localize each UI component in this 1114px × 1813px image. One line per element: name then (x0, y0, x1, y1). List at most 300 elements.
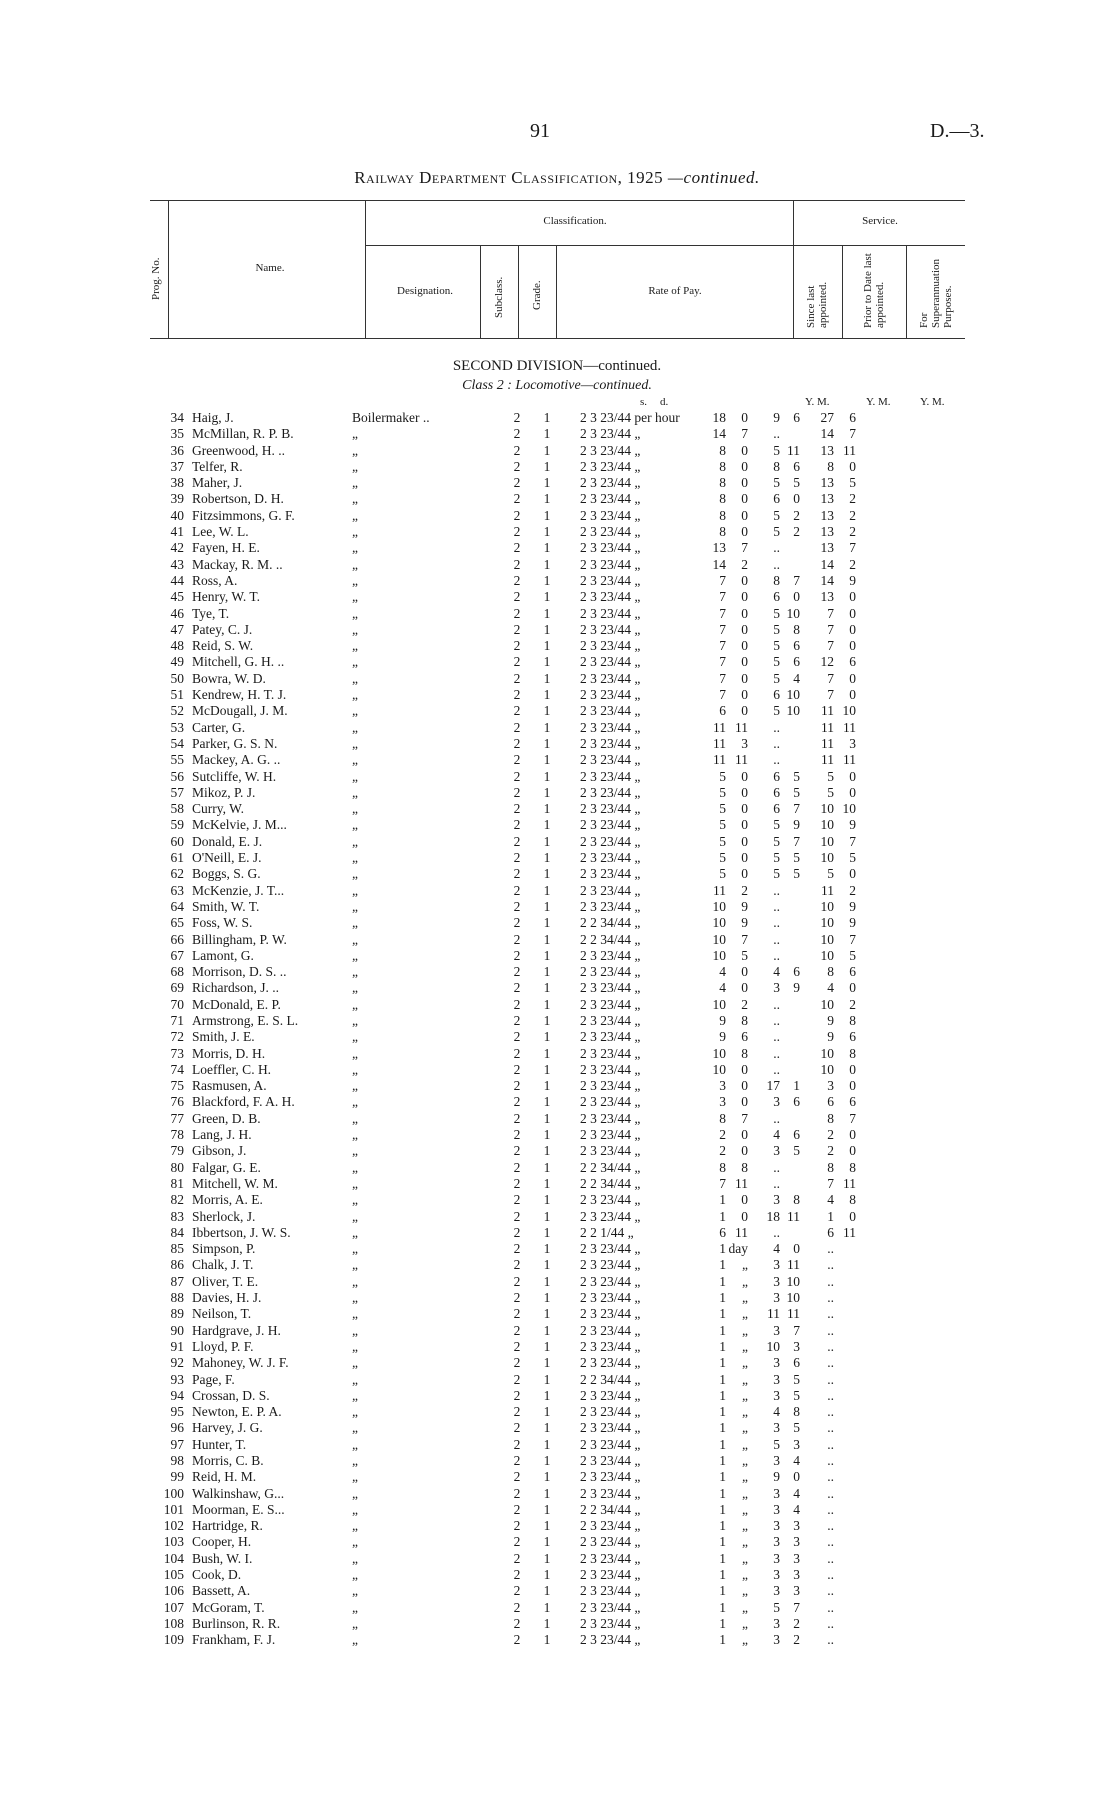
cell-since-months: 0 (741, 1143, 748, 1159)
cell-rate-of-pay: 2 2 34/44 „ (580, 931, 641, 947)
cell-since-years: 1 (719, 1420, 726, 1436)
cell-prog-no: 84 (170, 1224, 184, 1240)
cell-subclass: 2 (513, 1175, 521, 1191)
cell-prior-months: 3 (793, 1534, 800, 1550)
cell-rate-of-pay: 2 3 23/44 „ (580, 605, 641, 621)
cell-super-years: 13 (820, 507, 834, 523)
cell-prog-no: 108 (163, 1615, 184, 1631)
cell-designation: „ (352, 670, 358, 686)
cell-prog-no: 37 (170, 458, 184, 474)
cell-super-years: 10 (820, 833, 834, 849)
cell-grade: 1 (543, 426, 551, 442)
cell-since-years: 18 (712, 410, 726, 425)
cell-subclass: 2 (513, 638, 521, 654)
cell-super-years: .. (827, 1322, 834, 1338)
cell-since-years: 1 (719, 1404, 726, 1420)
header-bottom-rule (150, 338, 965, 339)
cell-subclass: 2 (513, 980, 521, 996)
cell-prior-months: 7 (793, 801, 800, 817)
cell-grade: 1 (543, 1404, 551, 1420)
cell-rate-of-pay: 2 3 23/44 „ (580, 1387, 641, 1403)
cell-prior-months: 4 (793, 1485, 800, 1501)
cell-rate-of-pay: 2 3 23/44 „ (580, 1012, 641, 1028)
cell-designation: „ (352, 1420, 358, 1436)
cell-designation: „ (352, 638, 358, 654)
cell-rate-of-pay: 2 3 23/44 „ (580, 898, 641, 914)
cell-prog-no: 60 (170, 833, 184, 849)
cell-super-years: 14 (820, 426, 834, 442)
cell-name: Morris, D. H. (192, 1045, 266, 1061)
cell-super-months (834, 1306, 856, 1322)
cell-designation: „ (352, 1127, 358, 1143)
cell-subclass: 2 (513, 1257, 521, 1273)
section-heading: SECOND DIVISION—continued. (452, 358, 662, 374)
cell-subclass: 2 (513, 1127, 521, 1143)
cell-rate-of-pay: 2 3 23/44 „ (580, 1143, 641, 1159)
cell-designation: „ (352, 817, 358, 833)
cell-super-months: 0 (849, 589, 856, 605)
cell-subclass: 2 (513, 801, 521, 817)
cell-prog-no: 92 (170, 1355, 184, 1371)
cell-subclass: 2 (513, 735, 521, 751)
cell-grade: 1 (543, 556, 551, 572)
cell-super-years: 9 (827, 1029, 834, 1045)
cell-name: Morris, A. E. (192, 1192, 263, 1208)
cell-prior-months: 0 (793, 491, 800, 507)
table-row (150, 1404, 856, 1420)
table-row (150, 1551, 856, 1567)
table-row (150, 703, 856, 719)
cell-prog-no: 44 (170, 572, 184, 588)
cell-designation: „ (352, 654, 358, 670)
cell-name: Oliver, T. E. (192, 1273, 259, 1289)
cell-name: Carter, G. (192, 719, 246, 735)
cell-prior-months: 7 (793, 833, 800, 849)
cell-grade: 1 (543, 964, 551, 980)
cell-super-months (834, 1632, 856, 1648)
cell-subclass: 2 (513, 1241, 521, 1257)
cell-since-years: 7 (719, 1175, 726, 1191)
cell-subclass: 2 (513, 621, 521, 637)
col-divider-8 (906, 245, 907, 338)
cell-rate-of-pay: 2 3 23/44 „ (580, 1306, 641, 1322)
cell-prog-no: 62 (170, 866, 184, 882)
cell-super-months: 2 (849, 882, 856, 898)
cell-subclass: 2 (513, 540, 521, 556)
header-name: Name. (255, 262, 285, 274)
cell-prog-no: 54 (170, 735, 184, 751)
cell-since-months: „ (742, 1355, 748, 1371)
cell-super-years: 10 (820, 1061, 834, 1077)
cell-subclass: 2 (513, 947, 521, 963)
cell-designation: „ (352, 442, 358, 458)
cell-super-months: 6 (849, 1029, 856, 1045)
cell-super-years: 10 (820, 947, 834, 963)
cell-prior-months: 6 (793, 638, 800, 654)
cell-grade: 1 (543, 1420, 551, 1436)
cell-super-months (834, 1502, 856, 1518)
cell-designation: „ (352, 1501, 358, 1517)
header-mid-rule (365, 245, 965, 246)
cell-prog-no: 70 (170, 996, 184, 1012)
cell-name: Boggs, S. G. (192, 866, 261, 882)
cell-name: McKelvie, J. M... (192, 817, 287, 833)
cell-subclass: 2 (513, 1110, 521, 1126)
table-row (150, 1502, 856, 1518)
cell-since-years: 10 (712, 947, 726, 963)
cell-rate-of-pay: 2 3 23/44 „ (580, 1615, 641, 1631)
cell-prior-months: 1 (793, 1078, 800, 1094)
cell-since-months: 0 (741, 442, 748, 458)
cell-grade: 1 (543, 735, 551, 751)
cell-since-months: 0 (741, 801, 748, 817)
cell-grade: 1 (543, 1615, 551, 1631)
cell-designation: „ (352, 1550, 358, 1566)
cell-since-months: 0 (741, 817, 748, 833)
cell-prog-no: 106 (163, 1583, 184, 1599)
cell-prior-years: 5 (773, 524, 780, 540)
cell-since-years: 11 (713, 735, 726, 751)
cell-name: Richardson, J. .. (192, 980, 279, 996)
cell-subclass: 2 (513, 1192, 521, 1208)
cell-prior-years: 3 (773, 1632, 780, 1648)
cell-designation: „ (352, 1485, 358, 1501)
table-row (150, 1029, 856, 1045)
cell-designation: „ (352, 752, 358, 768)
cell-name: Henry, W. T. (192, 589, 260, 605)
cell-subclass: 2 (513, 670, 521, 686)
cell-prog-no: 52 (170, 703, 184, 719)
cell-super-years: .. (827, 1241, 834, 1257)
cell-prog-no: 73 (170, 1045, 184, 1061)
cell-rate-of-pay: 2 3 23/44 „ (580, 654, 641, 670)
cell-designation: „ (352, 475, 358, 491)
cell-prog-no: 96 (170, 1420, 184, 1436)
cell-prog-no: 59 (170, 817, 184, 833)
table-row (150, 980, 856, 996)
cell-since-months: „ (742, 1583, 748, 1599)
cell-since-years: 7 (719, 572, 726, 588)
cell-super-years: .. (827, 1599, 834, 1615)
cell-super-years: 7 (827, 1175, 834, 1191)
cell-prog-no: 95 (170, 1404, 184, 1420)
cell-since-years: 6 (719, 1224, 726, 1240)
cell-prior-months: 3 (793, 1567, 800, 1583)
cell-since-months: 7 (741, 931, 748, 947)
cell-subclass: 2 (513, 866, 521, 882)
cell-prior-years: 5 (773, 475, 780, 491)
cell-prog-no: 34 (170, 410, 184, 425)
cell-prior-months: 11 (787, 1208, 800, 1224)
cell-subclass: 2 (513, 1012, 521, 1028)
header-grade: Grade. (531, 280, 543, 310)
cell-super-months: 0 (849, 1143, 856, 1159)
table-row (150, 671, 856, 687)
cell-grade: 1 (543, 817, 551, 833)
cell-prior-years: .. (773, 1224, 780, 1240)
cell-super-months (834, 1518, 856, 1534)
table-row (150, 1094, 856, 1110)
table-row (150, 1274, 856, 1290)
table-row (150, 1127, 856, 1143)
cell-rate-of-pay: 2 2 34/44 „ (580, 1371, 641, 1387)
cell-name: Sutcliffe, W. H. (192, 768, 277, 784)
cell-prior-years: 3 (773, 1143, 780, 1159)
cell-rate-of-pay: 2 3 23/44 „ (580, 833, 641, 849)
cell-super-months: 7 (849, 540, 856, 556)
cell-super-years: .. (827, 1306, 834, 1322)
table-row (150, 850, 856, 866)
cell-designation: „ (352, 1143, 358, 1159)
cell-prior-years: .. (773, 915, 780, 931)
cell-since-months: „ (742, 1371, 748, 1387)
cell-super-months: 7 (849, 931, 856, 947)
cell-subclass: 2 (513, 654, 521, 670)
cell-prog-no: 100 (163, 1485, 184, 1501)
cell-super-months (834, 1616, 856, 1632)
cell-prior-years: .. (773, 947, 780, 963)
cell-grade: 1 (543, 1355, 551, 1371)
cell-prog-no: 68 (170, 964, 184, 980)
cell-since-years: 5 (719, 850, 726, 866)
cell-subclass: 2 (513, 1583, 521, 1599)
cell-prior-months: 6 (793, 458, 800, 474)
table-row (150, 915, 856, 931)
cell-super-years: 11 (821, 703, 834, 719)
cell-super-years: .. (827, 1469, 834, 1485)
cell-subclass: 2 (513, 1045, 521, 1061)
cell-name: Kendrew, H. T. J. (192, 687, 287, 703)
cell-designation: „ (352, 426, 358, 442)
cell-prior-years: 3 (773, 1485, 780, 1501)
cell-super-years: .. (827, 1518, 834, 1534)
cell-super-years: 4 (827, 1192, 834, 1208)
cell-prior-months: 11 (787, 1257, 800, 1273)
cell-since-months: 7 (741, 1110, 748, 1126)
cell-grade: 1 (543, 1306, 551, 1322)
cell-name: Rasmusen, A. (192, 1078, 267, 1094)
cell-prog-no: 57 (170, 784, 184, 800)
cell-name: Cooper, H. (192, 1534, 252, 1550)
cell-prog-no: 104 (163, 1550, 184, 1566)
cell-rate-of-pay: 2 3 23/44 „ (580, 980, 641, 996)
cell-prog-no: 98 (170, 1453, 184, 1468)
cell-prog-no: 80 (170, 1159, 184, 1175)
header-superannuation: For Superannuation Purposes. (918, 258, 954, 328)
cell-prior-years: 5 (773, 507, 780, 523)
cell-rate-of-pay: 2 3 23/44 „ (580, 572, 641, 588)
cell-prog-no: 65 (170, 915, 184, 931)
table-row (150, 948, 856, 964)
cell-prior-years: .. (773, 931, 780, 947)
cell-since-years: 8 (719, 507, 726, 523)
cell-rate-of-pay: 2 3 23/44 „ (580, 1485, 641, 1501)
cell-since-years: 7 (719, 687, 726, 703)
cell-prior-years: 5 (773, 833, 780, 849)
cell-since-months: „ (742, 1567, 748, 1583)
cell-since-years: 2 (719, 1127, 726, 1143)
cell-name: McMillan, R. P. B. (192, 426, 294, 442)
cell-subclass: 2 (513, 1632, 521, 1648)
cell-designation: „ (352, 1453, 358, 1468)
cell-since-months: „ (742, 1322, 748, 1338)
cell-prog-no: 39 (170, 491, 184, 507)
cell-subclass: 2 (513, 882, 521, 898)
cell-super-months (834, 1372, 856, 1388)
table-row (150, 1518, 856, 1534)
cell-prior-months: 0 (793, 589, 800, 605)
cell-subclass: 2 (513, 719, 521, 735)
cell-super-months: 0 (849, 605, 856, 621)
cell-grade: 1 (543, 752, 551, 768)
cell-since-months: „ (742, 1257, 748, 1273)
cell-since-years: 7 (719, 605, 726, 621)
cell-name: McDougall, J. M. (192, 703, 288, 719)
cell-super-years: .. (827, 1273, 834, 1289)
cell-since-years: 6 (719, 703, 726, 719)
cell-since-years: 3 (719, 1094, 726, 1110)
cell-rate-of-pay: 2 3 23/44 „ (580, 491, 641, 507)
cell-since-months: 0 (741, 1061, 748, 1077)
cell-rate-of-pay: 2 3 23/44 „ (580, 589, 641, 605)
cell-since-years: 1 (719, 1257, 726, 1273)
cell-super-years: .. (827, 1550, 834, 1566)
cell-designation: „ (352, 980, 358, 996)
cell-rate-of-pay: 2 3 23/44 „ (580, 1273, 641, 1289)
staff-table-body (150, 410, 856, 1649)
cell-since-years: 11 (713, 752, 726, 768)
cell-super-years: .. (827, 1404, 834, 1420)
cell-super-months (834, 1339, 856, 1355)
cell-super-years: 27 (820, 410, 834, 425)
cell-since-months: „ (742, 1290, 748, 1306)
cell-prior-months (780, 1046, 800, 1062)
cell-subclass: 2 (513, 1387, 521, 1403)
cell-prior-years: 3 (773, 1615, 780, 1631)
cell-name: Smith, W. T. (192, 898, 260, 914)
cell-prior-years: 6 (773, 784, 780, 800)
cell-super-months (834, 1469, 856, 1485)
cell-prior-years: 3 (773, 1094, 780, 1110)
cell-super-years: 10 (820, 996, 834, 1012)
cell-prior-months (780, 1176, 800, 1192)
cell-prior-months (780, 426, 800, 442)
cell-name: Ibbertson, J. W. S. (192, 1224, 291, 1240)
cell-grade: 1 (543, 882, 551, 898)
cell-subclass: 2 (513, 1485, 521, 1501)
title-text: Railway Department Classification, 1925 (354, 168, 664, 187)
cell-designation: „ (352, 1012, 358, 1028)
cell-grade: 1 (543, 1371, 551, 1387)
cell-since-months: „ (742, 1518, 748, 1534)
cell-super-months (834, 1404, 856, 1420)
table-row (150, 834, 856, 850)
table-row (150, 801, 856, 817)
cell-since-months: „ (742, 1387, 748, 1403)
cell-subclass: 2 (513, 556, 521, 572)
cell-rate-of-pay: 2 3 23/44 „ (580, 1453, 641, 1468)
cell-super-years: 8 (827, 964, 834, 980)
table-row (150, 557, 856, 573)
cell-since-months: „ (742, 1436, 748, 1452)
cell-rate-of-pay: 2 3 23/44 „ (580, 1599, 641, 1615)
cell-super-months: 6 (849, 410, 856, 425)
cell-super-months (834, 1241, 856, 1257)
cell-prior-months: 8 (793, 621, 800, 637)
cell-since-months: 0 (741, 1208, 748, 1224)
cell-prog-no: 42 (170, 540, 184, 556)
cell-prior-years: 3 (773, 1273, 780, 1289)
cell-prog-no: 85 (170, 1241, 184, 1257)
cell-name: Moorman, E. S... (192, 1501, 285, 1517)
cell-super-years: .. (827, 1453, 834, 1468)
cell-since-years: 1 (719, 1371, 726, 1387)
cell-name: Bassett, A. (192, 1583, 251, 1599)
cell-grade: 1 (543, 1518, 551, 1534)
cell-rate-of-pay: 2 3 23/44 „ (580, 1257, 641, 1273)
cell-prior-years: .. (773, 1029, 780, 1045)
cell-prog-no: 40 (170, 507, 184, 523)
cell-prior-years: .. (773, 1110, 780, 1126)
cell-name: Gibson, J. (192, 1143, 247, 1159)
cell-grade: 1 (543, 654, 551, 670)
cell-designation: „ (352, 621, 358, 637)
cell-since-months: 11 (735, 1175, 748, 1191)
cell-subclass: 2 (513, 1029, 521, 1045)
cell-designation: „ (352, 1159, 358, 1175)
cell-prior-months: 10 (786, 1290, 800, 1306)
cell-prog-no: 93 (170, 1371, 184, 1387)
cell-prior-years: 10 (766, 1338, 780, 1354)
cell-super-years: .. (827, 1501, 834, 1517)
cell-designation: „ (352, 1110, 358, 1126)
cell-prior-years: .. (773, 719, 780, 735)
cell-super-months: 0 (849, 1127, 856, 1143)
cell-designation: „ (352, 1615, 358, 1631)
cell-prior-months: 6 (793, 964, 800, 980)
cell-super-years: 2 (827, 1127, 834, 1143)
cell-prior-years: 4 (773, 964, 780, 980)
cell-designation: „ (352, 1469, 358, 1485)
cell-subclass: 2 (513, 475, 521, 491)
table-row (150, 410, 856, 426)
table-row (150, 883, 856, 899)
cell-rate-of-pay: 2 3 23/44 „ (580, 426, 641, 442)
cell-super-months: 6 (849, 964, 856, 980)
cell-subclass: 2 (513, 703, 521, 719)
cell-rate-of-pay: 2 3 23/44 „ (580, 1420, 641, 1436)
cell-grade: 1 (543, 931, 551, 947)
cell-prior-years: 3 (773, 1534, 780, 1550)
cell-since-years: 10 (712, 1045, 726, 1061)
cell-rate-of-pay: 2 3 23/44 „ (580, 964, 641, 980)
cell-designation: „ (352, 996, 358, 1012)
cell-designation: „ (352, 1241, 358, 1257)
cell-super-months: 8 (849, 1012, 856, 1028)
cell-since-months: 2 (741, 996, 748, 1012)
cell-designation: „ (352, 1045, 358, 1061)
cell-rate-of-pay: 2 3 23/44 „ (580, 638, 641, 654)
cell-designation: „ (352, 784, 358, 800)
cell-subclass: 2 (513, 1436, 521, 1452)
cell-super-months (834, 1257, 856, 1273)
cell-super-years: 13 (820, 475, 834, 491)
cell-since-years: 10 (712, 915, 726, 931)
cell-since-months: 0 (741, 670, 748, 686)
cell-prior-years: 3 (773, 1550, 780, 1566)
table-row (150, 1323, 856, 1339)
table-row (150, 1372, 856, 1388)
